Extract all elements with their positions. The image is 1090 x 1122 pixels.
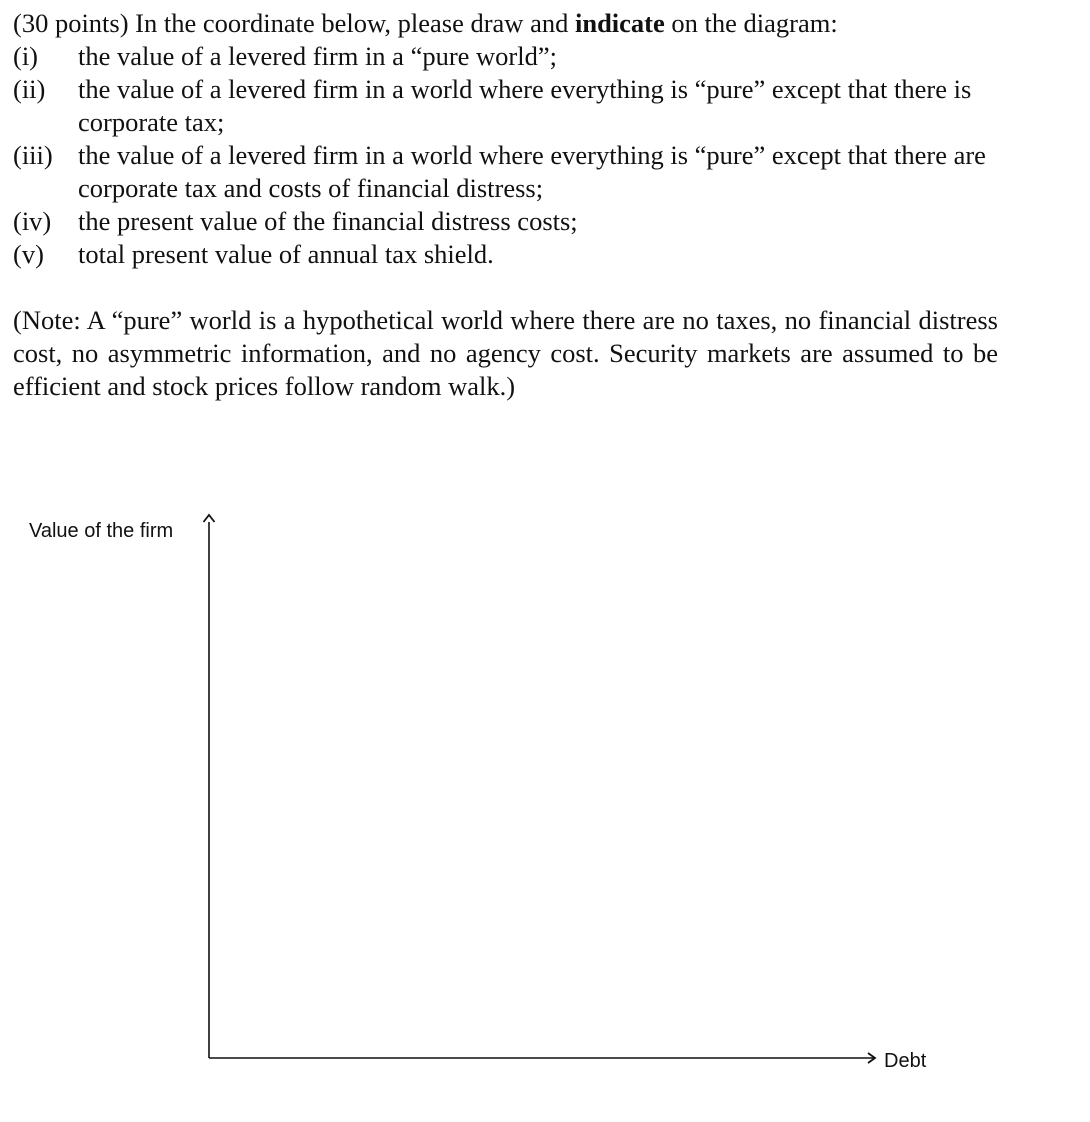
question-intro	[13, 7, 998, 40]
item-text: total present value of annual tax shield.	[78, 239, 494, 269]
x-axis-label: Debt	[884, 1050, 927, 1072]
blank-coordinate-diagram	[0, 500, 1090, 1100]
intro-prefix: (30 points) In the coordinate below, please draw and	[13, 8, 575, 38]
item-text: the present value of the financial distress costs;	[78, 206, 578, 236]
question-note: (Note: A “pure” world is a hypothetical world where there are no taxes, no financial distress cost, no asymmetric information, and no agency cost. Security markets are assumed to be efficient and stock prices follow random walk.)	[13, 305, 998, 401]
item-text: the value of a levered firm in a “pure world”;	[78, 41, 557, 71]
question-item-list	[13, 40, 998, 271]
question-block	[13, 7, 998, 403]
item-number: (v)	[13, 239, 44, 269]
item-number: (iii)	[13, 140, 53, 170]
intro-bold-keyword: indicate	[574, 8, 665, 38]
question-item	[13, 139, 998, 205]
item-text: the value of a levered firm in a world where everything is “pure” except that there is corporate tax;	[78, 74, 972, 137]
question-item	[13, 73, 998, 139]
y-axis-arrowhead-icon	[204, 515, 215, 522]
item-number: (ii)	[13, 74, 46, 104]
item-text: the value of a levered firm in a world where everything is “pure” except that there are corporate tax and costs of financial distress;	[78, 140, 986, 203]
question-item	[13, 40, 998, 73]
item-number: (i)	[13, 41, 39, 71]
question-item	[13, 205, 998, 238]
intro-suffix: on the diagram:	[664, 8, 838, 38]
axes-svg	[0, 500, 1090, 1100]
item-number: (iv)	[13, 206, 52, 236]
y-axis-label: Value of the firm	[29, 520, 174, 542]
question-item	[13, 238, 998, 271]
